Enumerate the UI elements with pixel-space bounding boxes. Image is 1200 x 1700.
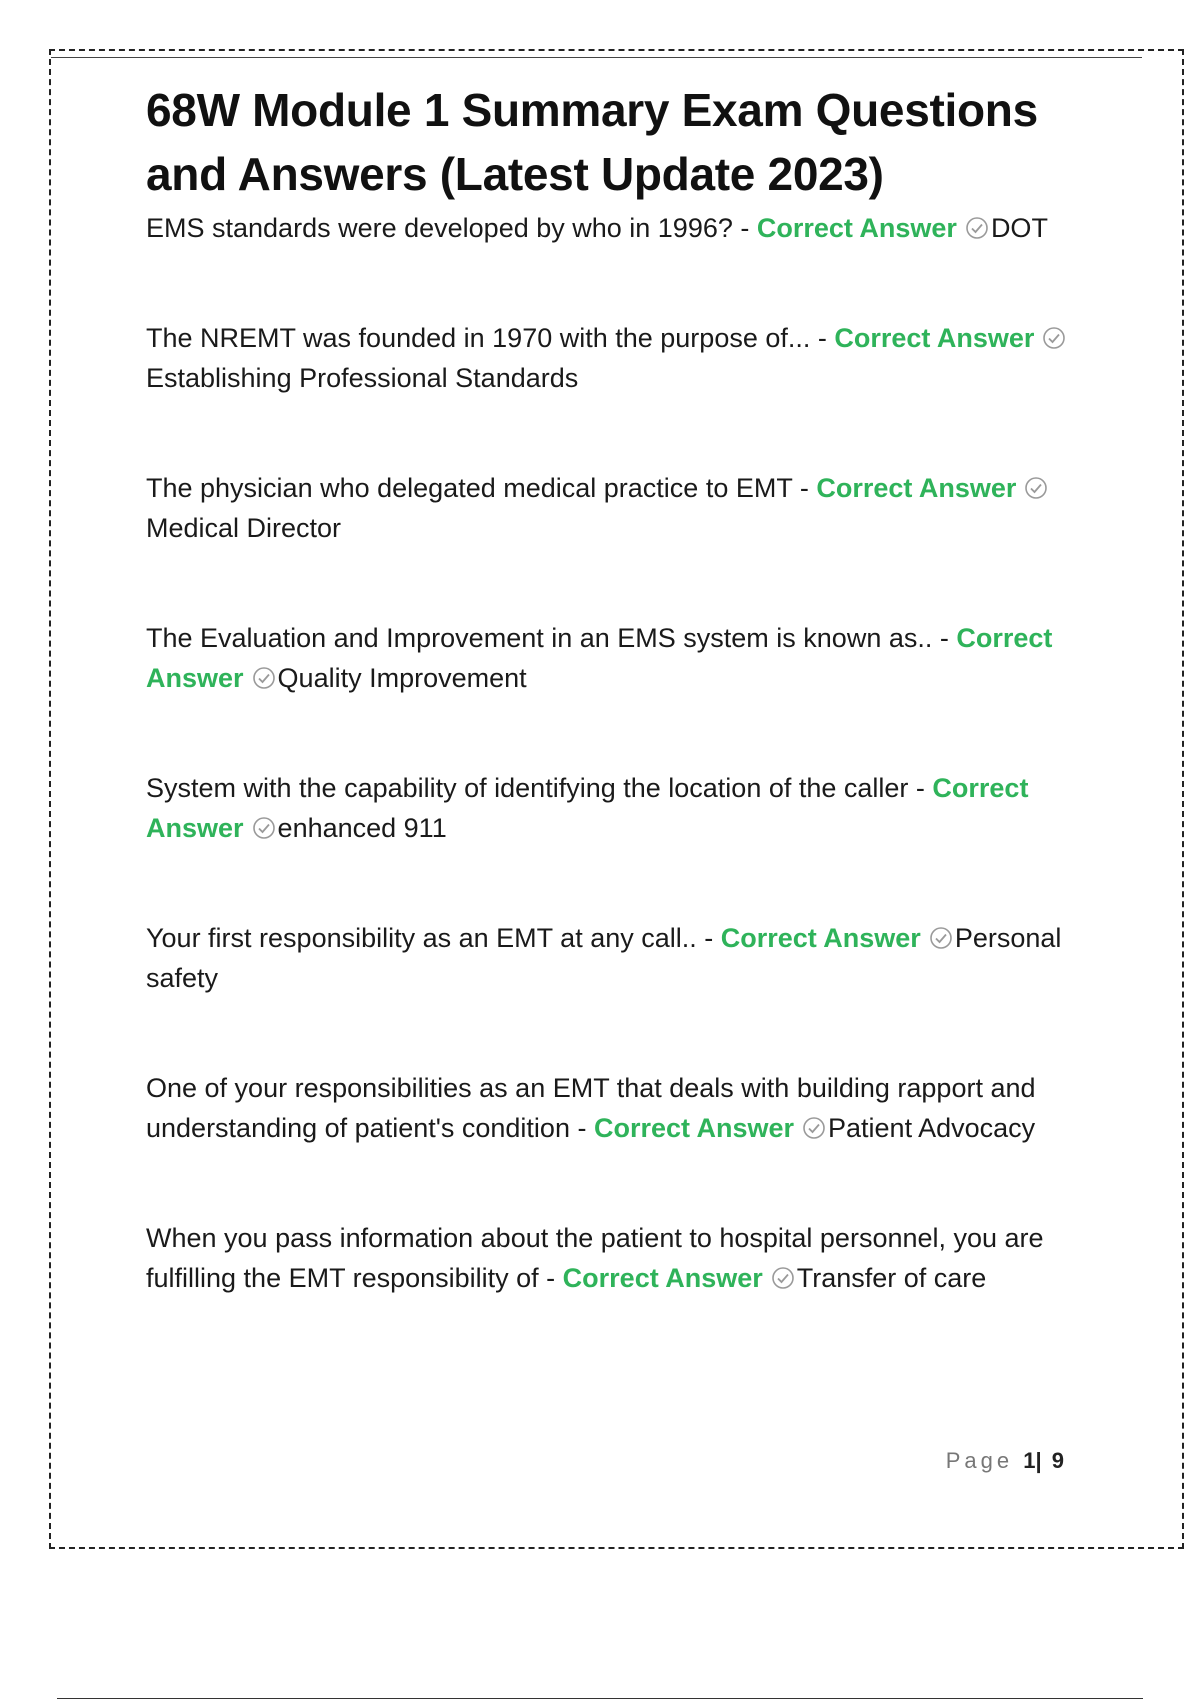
question-text: The Evaluation and Improvement in an EMS system is known as.. - — [146, 623, 957, 653]
answer-text: Personal safety — [146, 923, 1062, 993]
question-text: The NREMT was founded in 1970 with the purpose of... - — [146, 323, 835, 353]
answer-text: Medical Director — [146, 513, 342, 543]
answer-text: Establishing Professional Standards — [146, 363, 579, 393]
page-separator: | — [1035, 1448, 1042, 1473]
qa-item — [146, 618, 1086, 698]
check-circle-icon — [965, 216, 989, 240]
answer-text: Transfer of care — [796, 1263, 987, 1293]
check-circle-icon — [771, 1266, 795, 1290]
qa-item — [146, 1068, 1086, 1148]
qa-item — [146, 208, 1086, 248]
check-circle-icon — [802, 1116, 826, 1140]
answer-text: enhanced 911 — [277, 813, 447, 843]
page-title: 68W Module 1 Summary Exam Questions and Answers (Latest Update 2023) — [146, 84, 1038, 200]
page-total: 9 — [1051, 1448, 1064, 1473]
question-text: EMS standards were developed by who in 1996? - — [146, 213, 757, 243]
question-text: Your first responsibility as an EMT at any call.. - — [146, 923, 721, 953]
qa-item — [146, 768, 1086, 848]
next-page-edge — [57, 1698, 1143, 1699]
check-circle-icon — [929, 926, 953, 950]
correct-answer-label: Correct Answer — [834, 323, 1035, 353]
page-word: Page — [945, 1448, 1014, 1473]
document-content — [146, 78, 1086, 1298]
qa-item — [146, 1218, 1086, 1298]
answer-text: Patient Advocacy — [828, 1113, 1036, 1143]
correct-answer-label: Correct Answer — [146, 623, 1053, 693]
answer-text: Quality Improvement — [277, 663, 527, 693]
correct-answer-label: Correct Answer — [562, 1263, 763, 1293]
correct-answer-label: Correct Answer — [593, 1113, 795, 1143]
check-circle-icon — [1024, 476, 1048, 500]
check-circle-icon — [252, 816, 276, 840]
answer-text: DOT — [990, 213, 1048, 243]
check-circle-icon — [252, 666, 276, 690]
question-text: When you pass information about the patient to hospital personnel, you are fulfilling the EMT responsibility of - — [146, 1223, 1044, 1293]
qa-item — [146, 468, 1086, 548]
correct-answer-label: Correct Answer — [146, 773, 1029, 843]
question-text: The physician who delegated medical practice to EMT - — [146, 473, 817, 503]
page-number: 1 — [1023, 1448, 1036, 1473]
question-text: System with the capability of identifying the location of the caller - — [146, 773, 933, 803]
page-footer — [946, 1448, 1064, 1474]
question-text: One of your responsibilities as an EMT that deals with building rapport and understanding of patient's condition - — [146, 1073, 1036, 1143]
qa-item — [146, 918, 1086, 998]
correct-answer-label: Correct Answer — [816, 473, 1017, 503]
correct-answer-label: Correct Answer — [720, 923, 921, 953]
check-circle-icon — [1042, 326, 1066, 350]
qa-item — [146, 318, 1086, 398]
correct-answer-label: Correct Answer — [756, 213, 957, 243]
